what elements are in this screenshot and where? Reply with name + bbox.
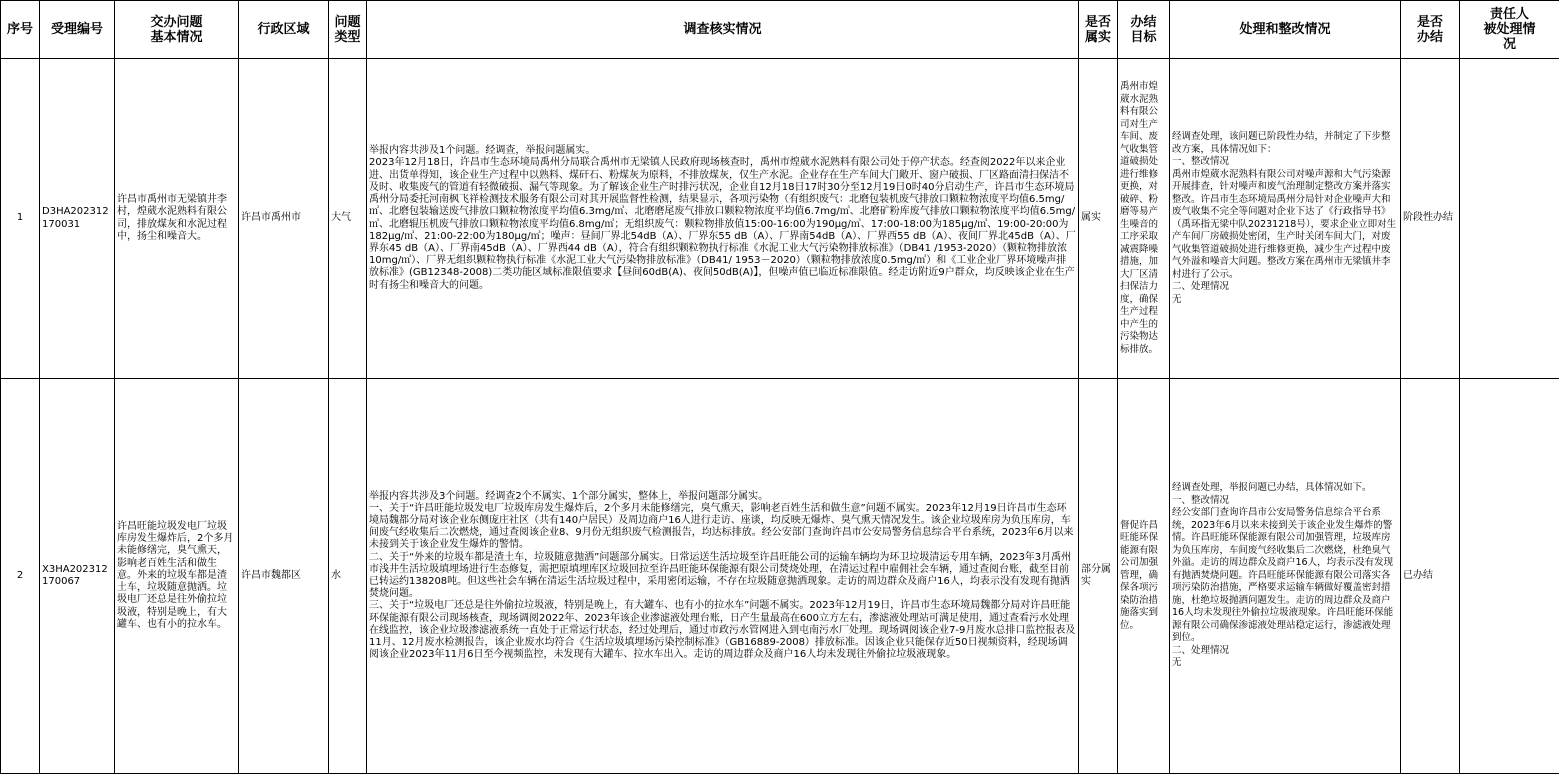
- cell-handling: 经调查处理，该问题已阶段性办结，并制定了下步整改方案，具体情况如下： 一、整改情况 禹州市煌葳水泥熟料有限公司对噪声源和大气污染源开展排查，针对噪声和废气治理制定整改方案并落实整改。许昌市生态环境局禹州分局针对企业噪声大和废气收集不完全等问题对企业下达了《行政指导书》（禹环指无梁中队20231218号），要求企业立即对生产车间厂房破损处密闭，生产时关闭车间大门，对废气收集管道破损处进行维修更换，减少生产过程中废气外溢和噪音大问题。整改方案在禹州市无梁镇井李村进行了公示。 二、处理情况 无: [1170, 59, 1401, 379]
- cell-done: 已办结: [1401, 379, 1460, 774]
- header-handling: 处理和整改情况: [1170, 1, 1401, 59]
- cell-type: 大气: [329, 59, 367, 379]
- cell-region: 许昌市魏都区: [239, 379, 329, 774]
- cell-goal: 督促许昌旺能环保能源有限公司加强管理，确保各项污染防治措施落实到位。: [1118, 379, 1170, 774]
- cell-responsible: [1460, 59, 1559, 379]
- cell-done: 阶段性办结: [1401, 59, 1460, 379]
- cell-investigation: 举报内容共涉及1个问题。经调查，举报问题属实。 2023年12月18日，许昌市生态环境局禹州分局联合禹州市无梁镇人民政府现场核查时，禹州市煌葳水泥熟料有限公司处于停产状态。经查阅2022年以来企业进、出货单得知，该企业生产过程中以熟料、煤矸石、粉煤灰为原料，不排放煤灰，仅生产水泥。企业存在生产车间大门敞开、窗户破损、厂区路面清扫保洁不及时、收集废气的管道有轻微破损、漏气等现象。为了解该企业生产时排污状况，企业自12月18日17时30分至12月19日0时40分启动生产，许昌市生态环境局禹州分局委托河南枫飞祥检测技术服务有限公司对其开展监督性检测，结果显示，各项污染物（有组织废气：北磨包装机废气排放口颗粒物浓度平均值6.5mg/㎥、北磨包装输送废气排放口颗粒物浓度平均值6.3mg/㎥、北磨磨尾废气排放口颗粒物浓度平均值6.7mg/㎥、北磨矿粉库废气排放口颗粒物浓度平均值6.5mg/㎥、北磨辊压机废气排放口颗粒物浓度平均值6.8mg/㎥；无组织废气：颗粒物排放值15:00-16:00为190μg/㎥、17:00-18:00为185μg/㎥、19:00-20:00为182μg/㎥、21:00-22:00为180μg/㎥；噪声：昼间厂界北54dB（A）、厂界东55 dB（A）、厂界南54dB（A）、厂界西55 dB（A）、夜间厂界北45dB（A）、厂界东45 dB（A）、厂界南45dB（A）、厂界西44 dB（A），符合有组织颗粒物执行标准《水泥工业大气污染物排放标准》（DB41 /1953-2020）（颗粒物排放浓10mg/㎥）、厂界无组织颗粒物执行标准《水泥工业大气污染物排放标准》（DB41/ 1953－2020）（颗粒物排放浓度0.5mg/㎥）和《工业企业厂界环境噪声排放标准》(GB12348-2008)二类功能区域标准限值要求【昼间60dB(A)、夜间50dB(A)】，但噪声值已临近标准限值。经走访附近9户群众，均反映该企业在生产时有扬尘和噪音大的问题。: [367, 59, 1079, 379]
- header-region: 行政区域: [239, 1, 329, 59]
- cell-case-no: D3HA202312170031: [40, 59, 115, 379]
- cell-handling: 经调查处理，举报问题已办结，具体情况如下。 一、整改情况 经公安部门查询许昌市公安局警务信息综合平台系统，2023年6月以来未接到关于该企业发生爆炸的警情。许昌旺能环保能源有限公司加强管理，垃圾库房为负压库房，车间废气经收集后二次燃烧，杜绝臭气外溢。走访的周边群众及商户16人，均表示没有发现有抛洒焚烧问题。许昌旺能环保能源有限公司落实各项污染防治措施，严格要求运输车辆做好覆盖密封措施，杜绝垃圾抛洒问题发生。走访的周边群众及商户16人均未发现往外偷拉垃圾液现象。许昌旺能环保能源有限公司确保渗滤液处理站稳定运行，渗滤液处理到位。 二、处理情况 无: [1170, 379, 1401, 774]
- header-done: 是否 办结: [1401, 1, 1460, 59]
- cell-issue: 许昌旺能垃圾发电厂垃圾库房发生爆炸后，2个多月未能修缮完，臭气熏天，影响老百姓生活和做生意。外来的垃圾车都是渣土车，垃圾随意抛洒。垃圾电厂还总是往外偷拉垃圾液，特别是晚上，有大罐车、也有小的拉水车。: [115, 379, 239, 774]
- cell-responsible: [1460, 379, 1559, 774]
- header-goal: 办结 目标: [1118, 1, 1170, 59]
- cell-investigation: 举报内容共涉及3个问题。经调查2个不属实、1个部分属实，整体上，举报问题部分属实。 一、关于“许昌旺能垃圾发电厂垃圾库房发生爆炸后，2个多月未能修缮完，臭气熏天，影响老百姓生活和做生意”问题不属实。2023年12月19日许昌市生态环境局魏都分局对该企业东侧庞庄社区（共有140户居民）及周边商户16人进行走访、座谈，均反映无爆炸、臭气熏天情况发生。该企业垃圾库房为负压库房，车间废气经收集后二次燃烧，通过查阅该企业8、9月份无组织废气检测报告，均达标排放。经公安部门查询许昌市公安局警务信息综合平台系统，2023年6月以来未接到关于该企业发生爆炸的警情。 二、关于“外来的垃圾车都是渣土车，垃圾随意抛洒”问题部分属实。日常运送生活垃圾至许昌旺能公司的运输车辆均为环卫垃圾清运专用车辆，2023年3月禹州市浅井生活垃圾填埋场进行生态修复，需把原填埋库区垃圾回拉至许昌旺能环保能源有限公司焚烧处理，在清运过程中雇佣社会车辆，通过查阅台账，截至目前已转运约138208吨。但这些社会车辆在清运生活垃圾过程中，采用密闭运输，不存在垃圾随意抛洒现象。走访的周边群众及商户16人，均表示没有发现有抛洒焚烧问题。 三、关于“垃圾电厂还总是往外偷拉垃圾液，特别是晚上，有大罐车、也有小的拉水车”问题不属实。2023年12月19日，许昌市生态环境局魏都分局对许昌旺能环保能源有限公司现场核查，现场调阅2022年、2023年该企业渗滤液处理台账，日产生量最高在600立方左右，渗滤液处理站可满足使用，通过查看污水处理在线监控，该企业垃圾渗滤液系统一直处于正常运行状态，经过处理后，通过市政污水管网进入到屯南污水厂处理。现场调阅该企业7-9月废水总排口监控报表及11月、12月废水检测报告，该企业废水均符合《生活垃圾填埋场污染控制标准》（GB16889-2008）排放标准。因该企业只能保存近50日视频资料，经现场调阅该企业2023年11月6日至今视频监控，未发现有大罐车、拉水车出入。走访的周边群众及商户16人均未发现往外偷拉垃圾液现象。: [367, 379, 1079, 774]
- table-row: [1, 59, 1559, 379]
- header-case-no: 受理编号: [40, 1, 115, 59]
- cell-region: 许昌市禹州市: [239, 59, 329, 379]
- header-row: [1, 1, 1559, 59]
- header-type: 问题 类型: [329, 1, 367, 59]
- cell-issue: 许昌市禹州市无梁镇井李村，煌葳水泥熟料有限公司，排放煤灰和水泥过程中，扬尘和噪音大。: [115, 59, 239, 379]
- header-issue: 交办问题 基本情况: [115, 1, 239, 59]
- header-seq: 序号: [1, 1, 40, 59]
- cell-is-true: 部分属实: [1079, 379, 1118, 774]
- cell-case-no: X3HA202312170067: [40, 379, 115, 774]
- cell-seq: 2: [1, 379, 40, 774]
- cell-type: 水: [329, 379, 367, 774]
- header-responsible: 责任人 被处理情 况: [1460, 1, 1559, 59]
- cell-seq: 1: [1, 59, 40, 379]
- table-row: [1, 379, 1559, 774]
- cell-is-true: 属实: [1079, 59, 1118, 379]
- header-investigation: 调查核实情况: [367, 1, 1079, 59]
- header-is-true: 是否 属实: [1079, 1, 1118, 59]
- cell-goal: 禹州市煌葳水泥熟料有限公司对生产车间、废气收集管道破损处进行维修更换，对破碎、粉磨等易产生噪音的工序采取减震降噪措施，加大厂区清扫保洁力度，确保生产过程中产生的污染物达标排放。: [1118, 59, 1170, 379]
